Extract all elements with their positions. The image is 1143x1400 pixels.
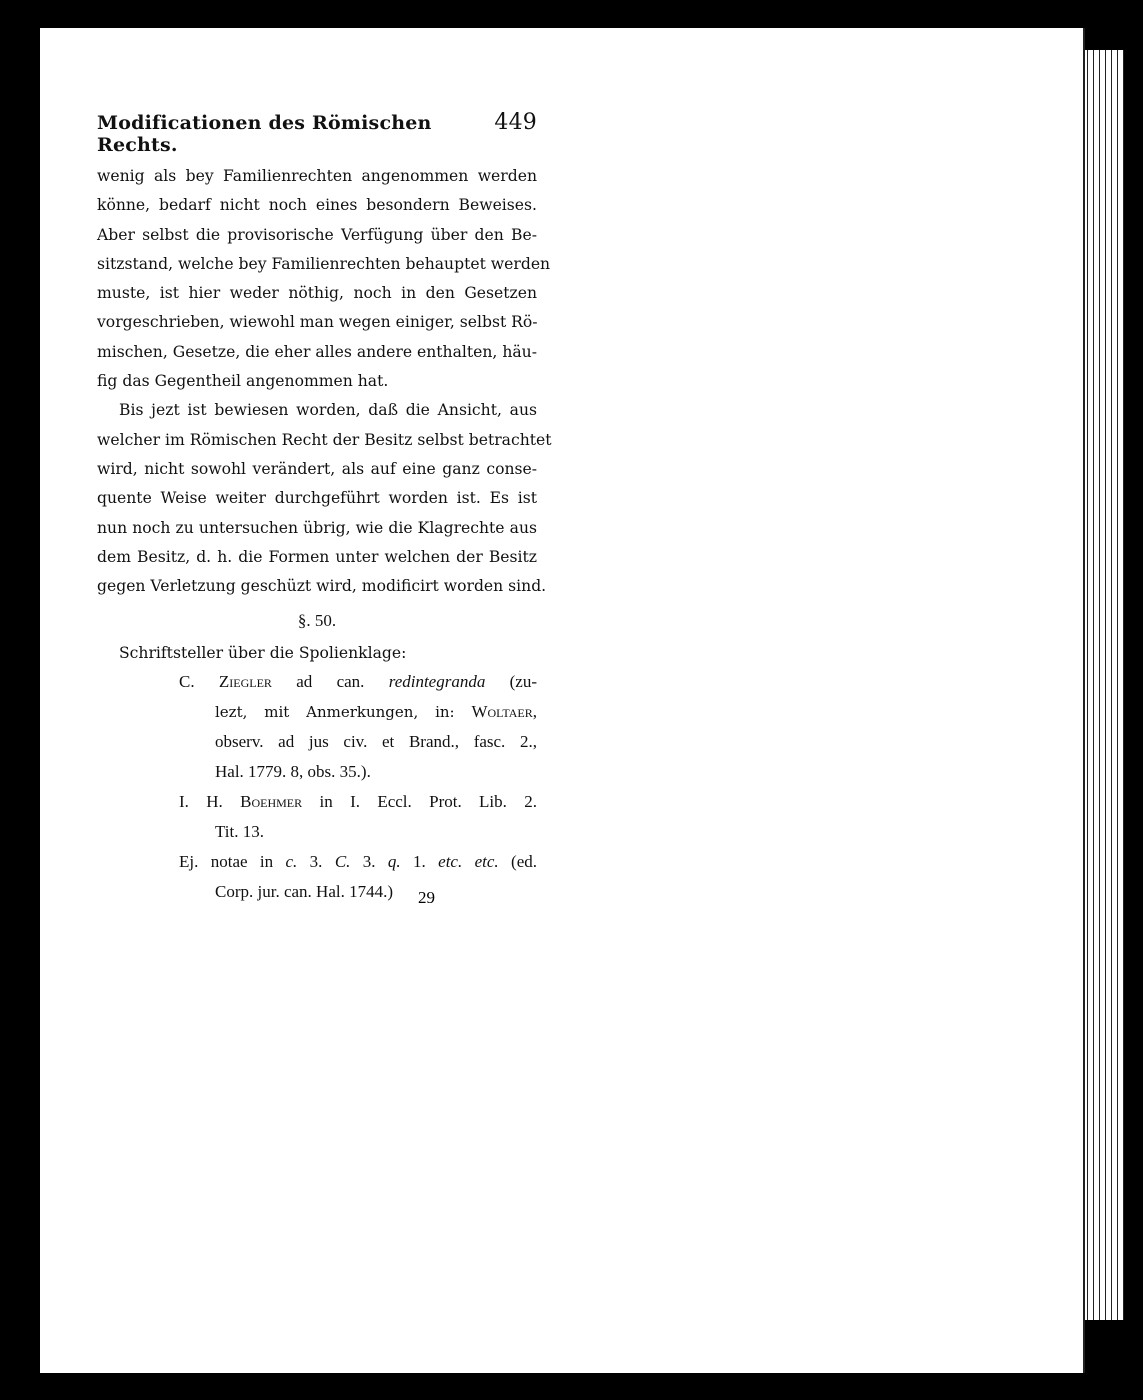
entry-text: 1. [400, 852, 439, 872]
running-title: Modificationen des Römischen Rechts. [97, 112, 432, 156]
italic-term: C. [334, 852, 351, 872]
literature-heading: Schriftsteller über die Spolienklage: [119, 644, 407, 663]
entry-line [97, 667, 537, 697]
body-line: welcher im Römischen Recht der Besitz selbst betrachtet [97, 430, 552, 449]
body-line: vorgeschrieben, wiewohl man wegen einiger, selbst Rö- [97, 313, 538, 332]
author-name: Woltaer [471, 702, 533, 722]
entry-text: I. H. [179, 792, 241, 812]
entry-text: (zu- [485, 672, 538, 692]
body-line: nun noch zu untersuchen übrig, wie die Klagrechte aus [97, 518, 537, 537]
signature-mark: 29 [418, 888, 435, 907]
bibliography-entry [97, 787, 537, 847]
entry-text: C. [179, 672, 219, 692]
entry-line: Tit. 13. [215, 822, 264, 842]
section-number: §. 50. [297, 611, 337, 631]
body-line: muste, ist hier weder nöthig, noch in den Gesetzen [97, 284, 537, 303]
italic-term: redintegranda [388, 672, 486, 692]
body-line: mischen, Gesetze, die eher alles andere enthalten, häu- [97, 342, 537, 361]
italic-term: c. [285, 852, 298, 872]
author-name: Boehmer [240, 792, 303, 812]
body-line: Bis jezt ist bewiesen worden, daß die Ansicht, aus [119, 401, 537, 420]
page-number: 449 [494, 110, 537, 135]
entry-text: lezt, mit Anmerkungen, in: [215, 703, 472, 722]
entry-line [97, 787, 537, 817]
body-line: wird, nicht sowohl verändert, als auf eine ganz conse- [97, 459, 537, 478]
entry-text: 3. [297, 852, 335, 872]
body-line: fig das Gegentheil angenommen hat. [97, 372, 389, 391]
entry-line: Corp. jur. can. Hal. 1744.) [215, 882, 393, 902]
entry-text: in I. Eccl. Prot. Lib. 2. [302, 792, 537, 812]
body-paragraphs [97, 162, 552, 601]
entry-text: (ed. [498, 852, 538, 872]
bibliography-entry [97, 847, 537, 907]
italic-term: etc. etc. [438, 852, 499, 872]
entry-text: 3. [350, 852, 388, 872]
entry-text: Ej. notae in [179, 852, 286, 872]
entry-line: Hal. 1779. 8, obs. 35.). [215, 762, 371, 782]
entry-line [97, 847, 537, 877]
body-line: wenig als bey Familienrechten angenommen werden [97, 167, 537, 185]
running-head [97, 110, 537, 156]
bibliography-entry [97, 667, 537, 787]
author-name: Ziegler [218, 672, 272, 692]
entry-text: , [532, 702, 537, 722]
italic-term: q. [387, 852, 401, 872]
body-line: quente Weise weiter durchgeführt worden ist. Es ist [97, 489, 537, 508]
page-edges [1082, 50, 1124, 1320]
entry-text: ad can. [271, 672, 389, 692]
body-line: könne, bedarf nicht noch eines besondern Beweises. [97, 196, 537, 215]
body-line: Aber selbst die provisorische Verfügung über den Be- [97, 225, 537, 244]
entry-line: observ. ad jus civ. et Brand., fasc. 2., [215, 732, 537, 752]
body-line: dem Besitz, d. h. die Formen unter welchen der Besitz [97, 547, 537, 566]
body-line: sitzstand, welche bey Familienrechten behauptet werden [97, 254, 551, 273]
body-line: gegen Verletzung geschüzt wird, modificirt worden sind. [97, 577, 547, 596]
text-block [97, 110, 552, 907]
entry-line [97, 697, 537, 727]
